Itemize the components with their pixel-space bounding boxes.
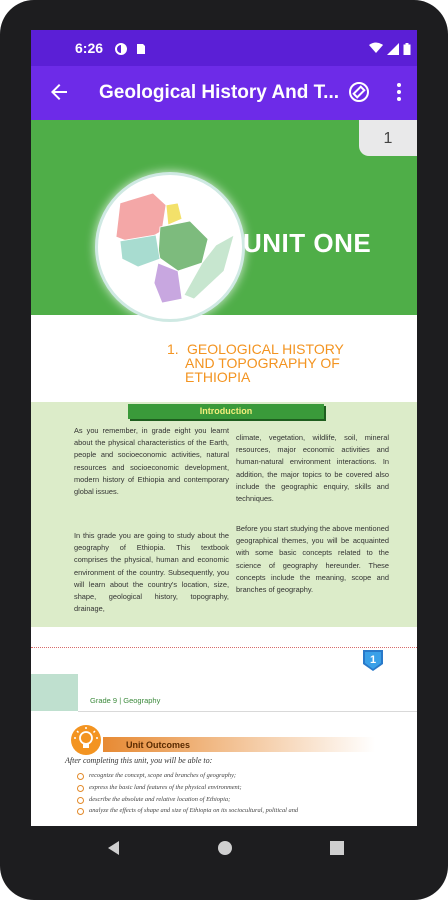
unit-title: UNIT ONE [243,228,372,258]
intro-right-paragraph-1: climate, vegetation, wildlife, soil, mineral resources, major economic activities and human-natural environment interactions. In addition, the major topics to be covered also include the geographic enquiry, skills and techniques. [236,433,389,504]
chapter-number: 1. [167,341,179,357]
nav-recents-icon[interactable] [327,838,347,858]
system-nav-bar [0,826,448,870]
list-item: recognize the concept, scope and branches of geography; [77,770,407,782]
chapter-title-line2: AND TOPOGRAPHY OF [185,355,340,371]
footer-separator: | [119,696,122,705]
intro-left-paragraph-1: As you remember, in grade eight you learnt about the physical characteristics of the Earth, people and socioeconomic activities, natural resources and socioeconomic development, modern history of Ethiopia and contemporary global issues. [74,426,229,497]
battery-icon [403,42,411,54]
lightbulb-icon [71,725,101,755]
introduction-label: Introduction [128,404,324,419]
page-number-icon [361,648,385,672]
list-item: analyze the effects of shape and size of Ethiopia on its sociocultural, political and [77,805,407,817]
nav-back-icon[interactable] [104,838,124,858]
status-bar [31,30,417,66]
after-completing-text: After completing this unit, you will be able to: [65,756,213,765]
signal-icon [387,42,399,54]
screen-rotation-icon[interactable] [347,80,371,104]
chapter-title-line3: ETHIOPIA [185,369,251,385]
app-bar [31,66,417,120]
footer-grade: Grade 9 [90,696,118,705]
list-item: describe the absolute and relative location of Ethiopia; [77,794,407,806]
nav-home-icon[interactable] [215,838,235,858]
list-item: express the basic land features of the physical environment; [77,782,407,794]
page-divider [31,647,417,648]
footer-rule [78,711,417,712]
sim-card-icon [135,42,147,54]
data-saver-icon [115,42,127,54]
intro-right-paragraph-2: Before you start studying the above mentioned geographical themes, you will be acquainted with some basic concepts related to the science of geography hereunder. These concepts include the meaning, scope and branches of geography. [236,524,389,595]
intro-left-paragraph-2: In this grade you are going to study about the geography of Ethiopia. This textbook comprises the physical, human and economic environment of the country. Subsequently, you will learn about the country's location, size, shape, geological history, topography, drainage, [74,531,229,614]
page-footer [90,696,160,705]
unit-outcomes-title: Unit Outcomes [126,740,191,750]
page-title: Geological History And T... [99,82,339,103]
footer-subject: Geography [123,696,161,705]
chapter-title-line1: GEOLOGICAL HISTORY [187,341,344,357]
page-number-icon-label: 1 [369,654,377,666]
arrow-left-icon[interactable] [47,80,71,104]
book-page-viewer[interactable] [31,120,417,826]
more-vert-icon[interactable] [387,80,411,104]
page-number-badge: 1 [359,120,417,156]
ethiopia-map-image [95,172,245,322]
status-time: 6:26 [75,40,104,56]
footer-strip [31,674,78,711]
unit-outcomes-list [77,770,407,817]
wifi-icon [369,41,383,53]
